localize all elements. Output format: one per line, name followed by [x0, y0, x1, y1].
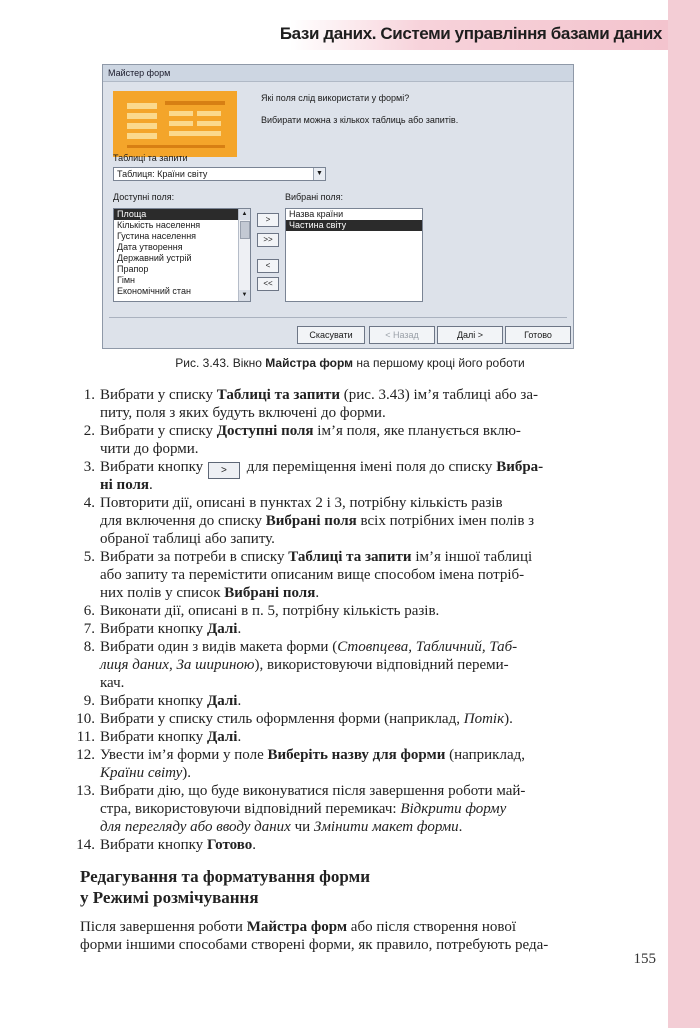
paragraph-line: форми іншими способами створені форми, як правило, потребують реда- [80, 937, 549, 953]
list-item: Вибрати у списку стиль оформлення форми (наприклад, Потік). [100, 711, 513, 727]
chevron-down-icon[interactable]: ▼ [313, 168, 325, 180]
step-number: 9. [83, 693, 95, 709]
dialog-divider [109, 317, 567, 318]
section-heading: у Режимі розмічування [80, 888, 259, 907]
list-item: Вибрати кнопку Далі. [100, 729, 242, 745]
available-scrollbar[interactable] [238, 209, 250, 301]
list-item: Вибрати за потреби в списку Таблиці та запити ім’я іншої таблиці [100, 549, 533, 565]
list-item: Вибрати у списку Доступні поля ім’я поля, яке планується вклю- [100, 423, 521, 439]
step-number: 4. [83, 495, 95, 511]
step-number: 11. [76, 729, 95, 745]
list-item: ні поля. [100, 477, 153, 493]
cancel-button[interactable]: Скасувати [297, 326, 365, 344]
tables-combo[interactable] [113, 167, 326, 181]
dialog-question: Які поля слід використати у формі? [261, 93, 410, 103]
list-item: Вибрати кнопку Далі. [100, 621, 242, 637]
list-item[interactable]: Густина населення [117, 231, 197, 241]
move-all-right-button[interactable]: >> [257, 233, 279, 247]
dialog-hint: Вибирати можна з кількох таблиць або запитів. [261, 115, 459, 125]
step-number: 8. [83, 639, 95, 655]
step-number: 13. [76, 783, 95, 799]
move-all-left-button[interactable]: << [257, 277, 279, 291]
move-one-left-button[interactable]: < [257, 259, 279, 273]
list-item: Країни світу). [100, 765, 192, 781]
selected-fields-label: Вибрані поля: [285, 192, 343, 202]
list-item: обраної таблиці або запиту. [100, 531, 275, 547]
inline-move-button: > [208, 462, 240, 479]
tables-label: Таблиці та запити [113, 153, 188, 163]
list-item: них полів у список Вибрані поля. [100, 585, 320, 601]
list-item: Вибрати кнопку Далі. [100, 693, 242, 709]
list-item[interactable]: Державний устрій [117, 253, 192, 263]
list-item: чити до форми. [100, 441, 199, 457]
scroll-down-icon[interactable]: ▼ [239, 290, 250, 301]
list-item: питу, поля з яких будуть включені до форми. [100, 405, 386, 421]
step-number: 12. [76, 747, 95, 763]
list-item: Виконати дії, описані в п. 5, потрібну кількість разів. [100, 603, 440, 619]
dialog-title: Майстер форм [103, 65, 573, 82]
list-item[interactable]: Прапор [117, 264, 149, 274]
list-item: Вибрати у списку Таблиці та запити (рис. 3.43) ім’я таблиці або за- [100, 387, 538, 403]
section-heading: Редагування та форматування форми [80, 867, 370, 886]
list-item: Вибрати кнопку Готово. [100, 837, 257, 853]
step-number: 5. [83, 549, 95, 565]
step-number: 14. [76, 837, 95, 853]
tables-combo-value: Таблиця: Країни світу [117, 169, 208, 179]
page-number: 155 [633, 951, 656, 967]
available-fields-list[interactable] [113, 208, 251, 302]
list-item: лиця даних, За шириною), використовуючи відповідний переми- [100, 657, 509, 673]
selected-fields-list[interactable] [285, 208, 423, 302]
list-item: Вибрати дію, що буде виконуватися після завершення роботи май- [100, 783, 526, 799]
list-item: або запиту та перемістити описаним вище способом імена потріб- [100, 567, 525, 583]
list-item: кач. [100, 675, 125, 691]
list-item: стра, використовуючи відповідний перемикач: Відкрити форму [100, 801, 507, 817]
list-item[interactable]: Площа [114, 209, 250, 220]
step-number: 2. [83, 423, 95, 439]
step-number: 3. [83, 459, 95, 475]
list-item: для перегляду або вводу даних чи Змінити макет форми. [100, 819, 463, 835]
step-number: 1. [83, 387, 95, 403]
finish-button[interactable]: Готово [505, 326, 571, 344]
list-item: Вибрати один з видів макета форми (Стовпцева, Табличний, Таб- [100, 639, 518, 655]
wizard-illustration [113, 91, 237, 157]
list-item: для включення до списку Вибрані поля всіх потрібних імен полів з [100, 513, 535, 529]
form-wizard-dialog [102, 64, 574, 349]
back-button[interactable]: < Назад [369, 326, 435, 344]
list-item[interactable]: Частина світу [286, 220, 422, 231]
list-item: Вибрати кнопку > для переміщення імені поля до списку Вибра- [100, 458, 543, 479]
scroll-up-icon[interactable]: ▲ [239, 209, 250, 220]
side-tab [668, 0, 700, 1028]
list-item[interactable]: Дата утворення [117, 242, 183, 252]
available-fields-label: Доступні поля: [113, 192, 175, 202]
step-number: 7. [83, 621, 95, 637]
page-header-title: Бази даних. Системи управління базами даних [279, 24, 662, 43]
paragraph-line: Після завершення роботи Майстра форм або після створення нової [80, 919, 517, 935]
list-item[interactable]: Кількість населення [117, 220, 201, 230]
move-one-right-button[interactable]: > [257, 213, 279, 227]
list-item[interactable]: Назва країни [289, 209, 344, 219]
figure-caption: Рис. 3.43. Вікно Майстра форм на першому кроці його роботи [175, 356, 525, 370]
list-item[interactable]: Гімн [117, 275, 136, 285]
scroll-thumb[interactable] [240, 221, 250, 239]
step-number: 10. [76, 711, 95, 727]
list-item[interactable]: Економічний стан [117, 286, 191, 296]
list-item: Увести ім’я форми у поле Виберіть назву для форми (наприклад, [100, 747, 525, 763]
step-number: 6. [83, 603, 95, 619]
list-item: Повторити дії, описані в пунктах 2 і 3, потрібну кількість разів [100, 495, 503, 511]
next-button[interactable]: Далі > [437, 326, 503, 344]
